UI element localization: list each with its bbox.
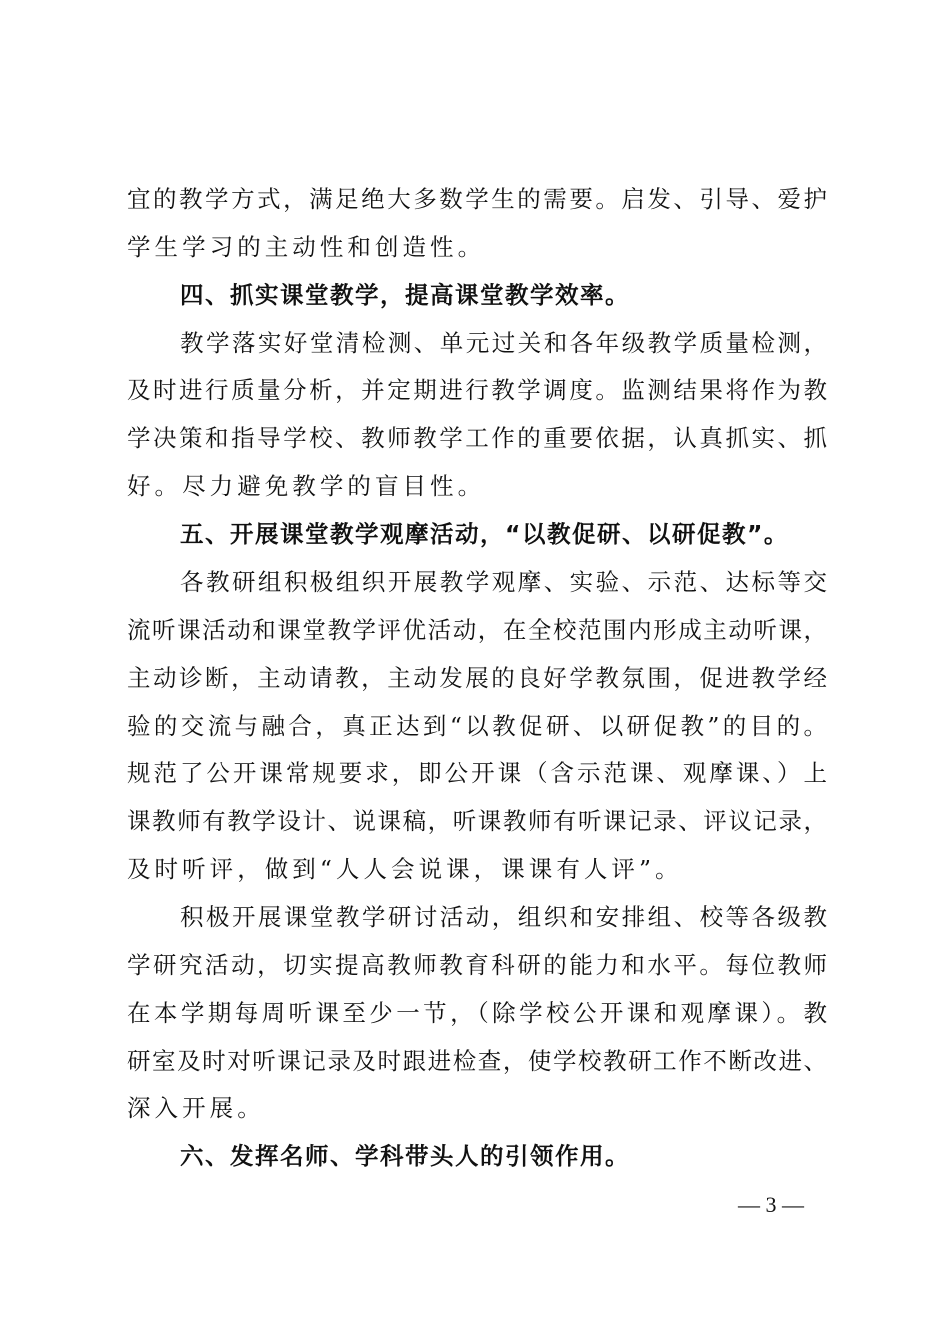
paragraph-line: 研室及时对听课记录及时跟进检查，使学校教研工作不断改进、: [127, 1047, 827, 1075]
paragraph-line: 流听课活动和课堂教学评优活动，在全校范围内形成主动听课，: [127, 616, 827, 644]
paragraph-line: 及时听评，做到“人人会说课，课课有人评”。: [127, 855, 683, 883]
paragraph-line: 规范了公开课常规要求，即公开课（含示范课、观摩课、）上: [127, 759, 827, 787]
paragraph-line: 学研究活动，切实提高教师教育科研的能力和水平。每位教师: [127, 951, 827, 979]
paragraph-line: 学生学习的主动性和创造性。: [127, 233, 486, 261]
paragraph-line: 各教研组积极组织开展教学观摩、实验、示范、达标等交: [180, 568, 827, 596]
paragraph-line: 积极开展课堂教学研讨活动，组织和安排组、校等各级教: [180, 903, 827, 931]
section-heading-5: 五、开展课堂教学观摩活动，“以教促研、以研促教”。: [180, 520, 789, 548]
paragraph-line: 验的交流与融合，真正达到“以教促研、以研促教”的目的。: [127, 712, 827, 740]
paragraph-line: 及时进行质量分析，并定期进行教学调度。监测结果将作为教: [127, 376, 827, 404]
paragraph-line: 好。尽力避免教学的盲目性。: [127, 472, 486, 500]
paragraph-line: 学决策和指导学校、教师教学工作的重要依据，认真抓实、抓: [127, 424, 827, 452]
paragraph-line: 主动诊断，主动请教，主动发展的良好学教氛围，促进教学经: [127, 664, 827, 692]
page-number: — 3 —: [738, 1192, 804, 1217]
paragraph-line: 课教师有教学设计、说课稿，听课教师有听课记录、评议记录，: [127, 807, 827, 835]
paragraph-line: 深入开展。: [127, 1094, 265, 1122]
paragraph-line: 宜的教学方式，满足绝大多数学生的需要。启发、引导、爱护: [127, 185, 827, 213]
section-heading-6: 六、发挥名师、学科带头人的引领作用。: [180, 1142, 630, 1170]
paragraph-line: 教学落实好堂清检测、单元过关和各年级教学质量检测，: [180, 329, 827, 357]
paragraph-line: 在本学期每周听课至少一节，（除学校公开课和观摩课）。教: [127, 999, 827, 1027]
section-heading-4: 四、抓实课堂教学，提高课堂教学效率。: [180, 281, 630, 309]
